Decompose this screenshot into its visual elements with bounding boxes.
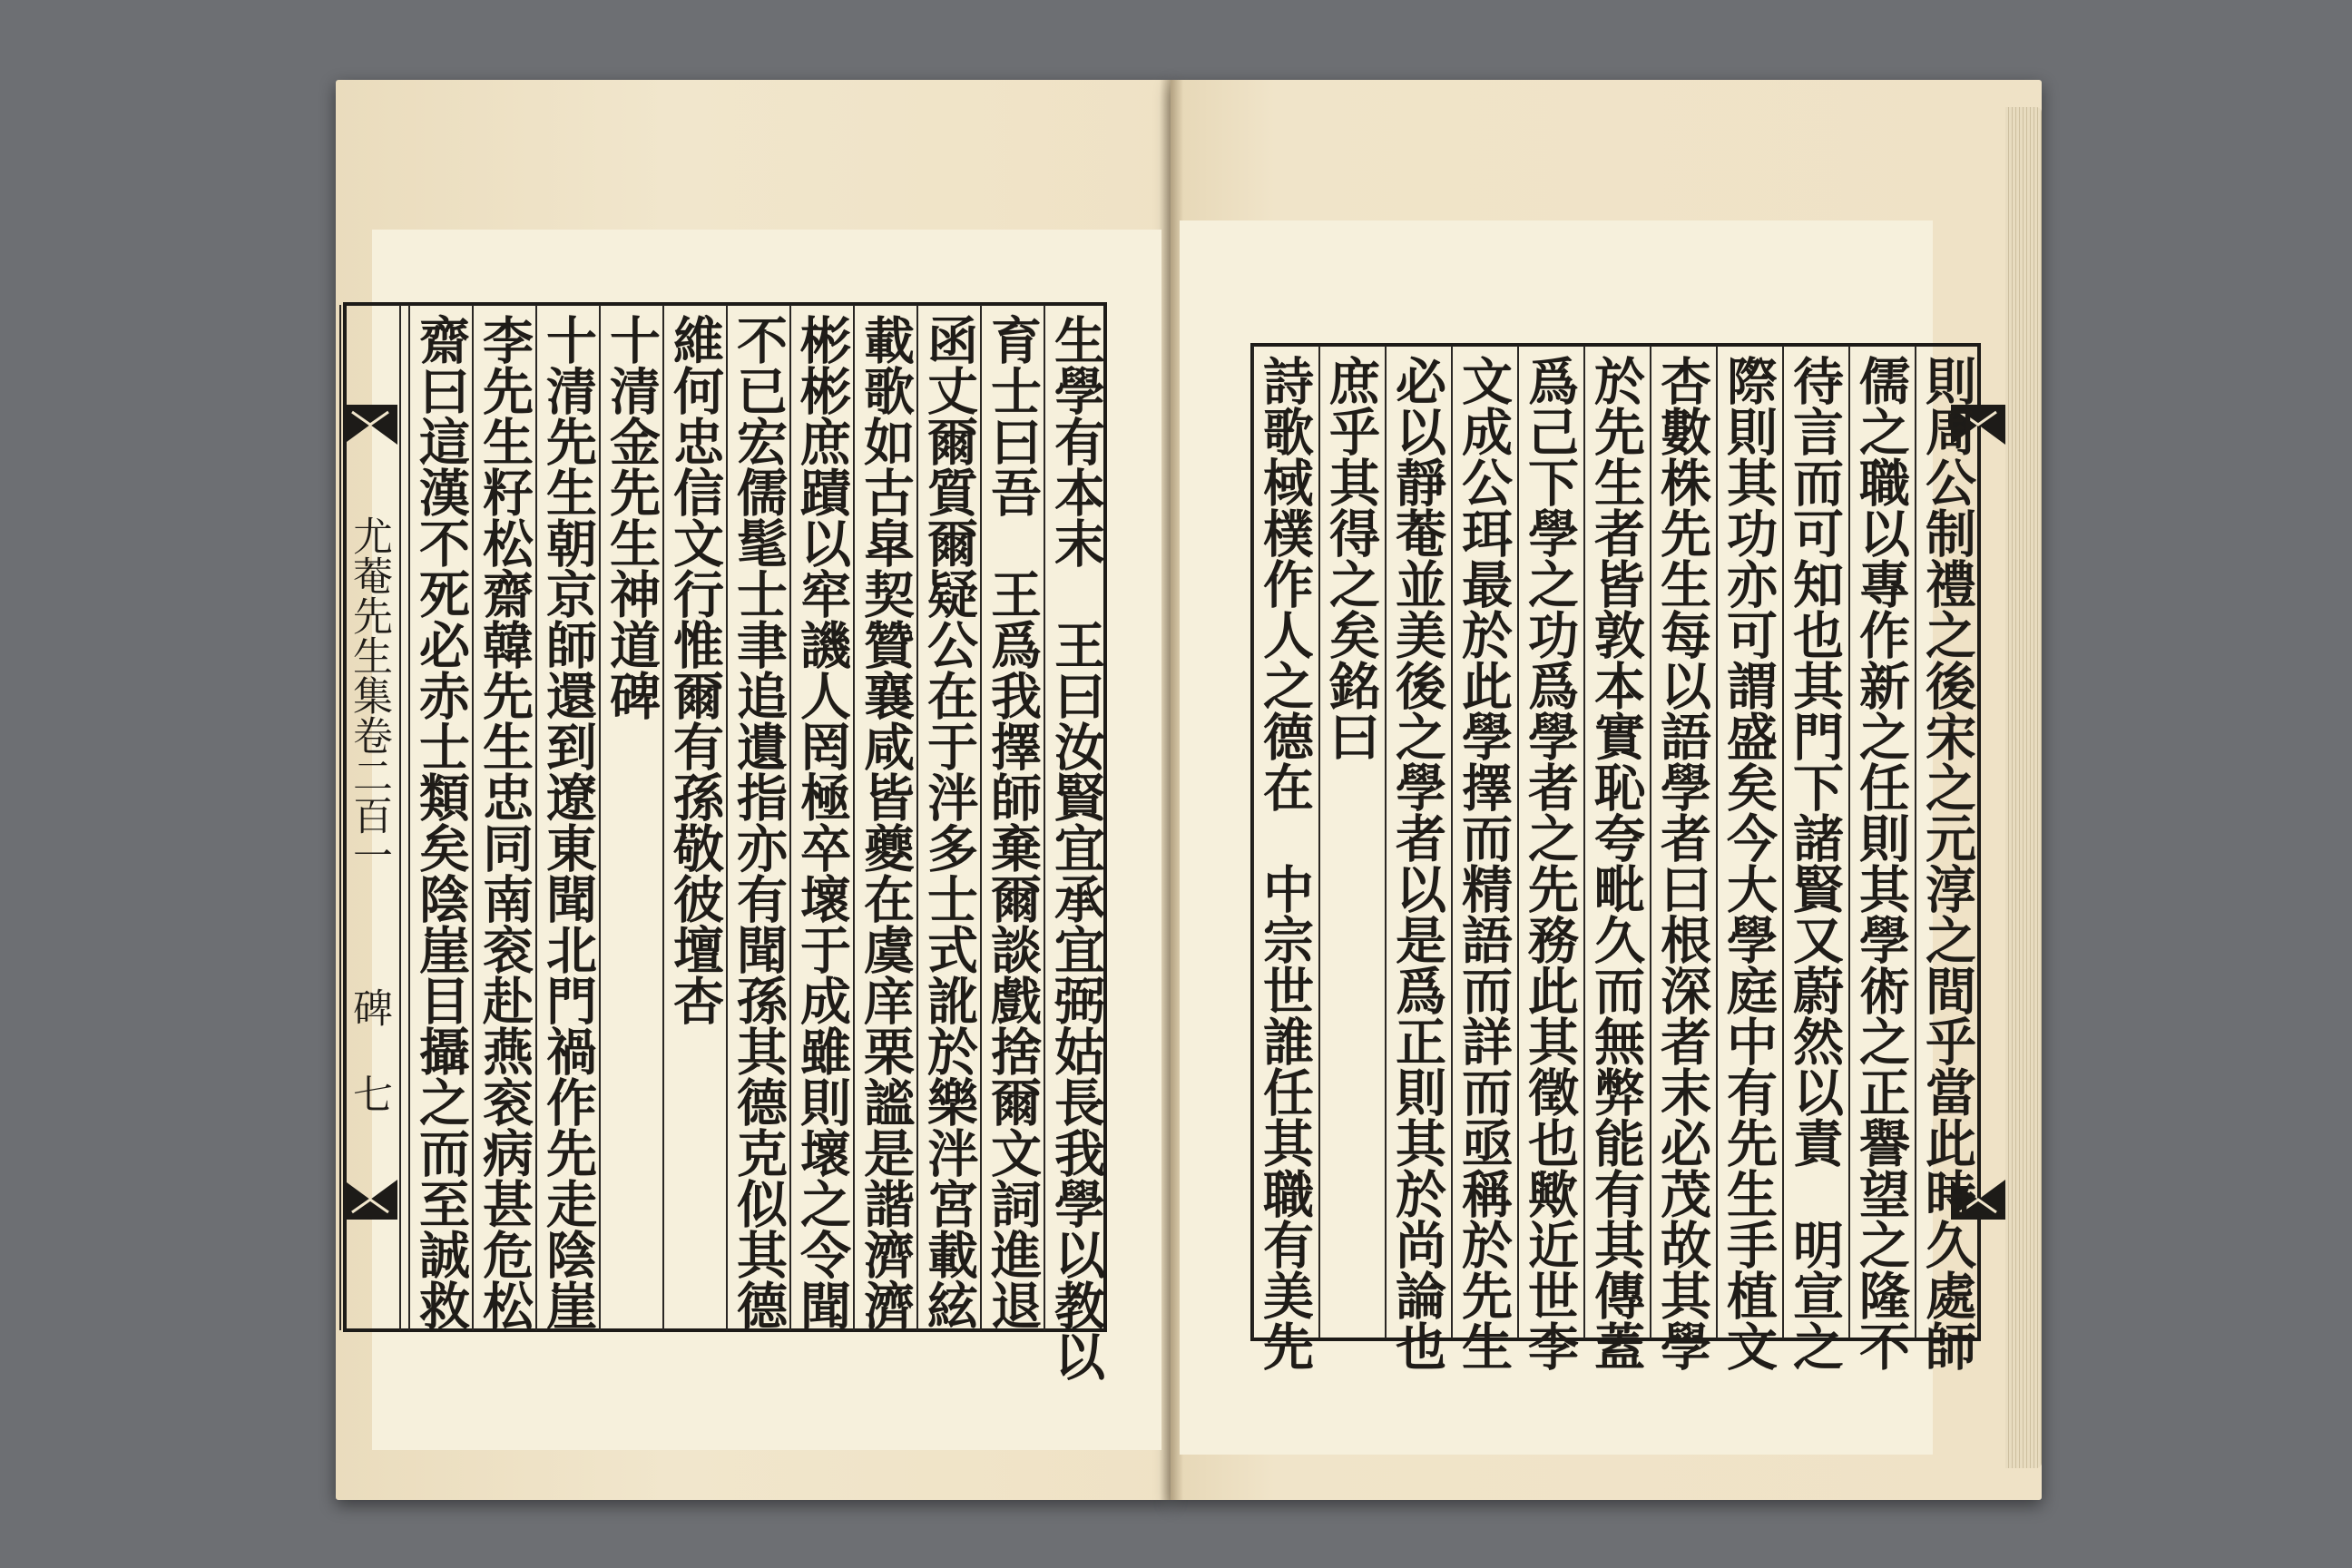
right-text-column: 際則其功亦可謂盛矣今大學庭中有先生手植文 (1719, 355, 1779, 1371)
right-text-column: 詩歌棫樸作人之德在 中宗世誰任其職有美先 (1255, 355, 1315, 1371)
left-center-column-rule-2 (339, 305, 341, 1330)
right-text-column: 爲己下學之功爲學者之先務此其徵也歟近世李 (1520, 355, 1580, 1371)
right-column-rule (1517, 346, 1519, 1338)
left-text-column: 十清先生朝京師還到遼東聞北門禍作先走陰崖 (538, 314, 598, 1330)
right-text-column: 杏數株先生每以語學者曰根深者末必茂故其學 (1652, 355, 1712, 1371)
left-column-rule (789, 305, 791, 1330)
left-column-rule (853, 305, 855, 1330)
right-column-rule (1385, 346, 1387, 1338)
left-text-column: 育士曰吾 王爲我擇師棄爾談戲捨爾文詞進退 (983, 314, 1043, 1330)
right-text-column: 於先生者皆敦本實恥夸毗久而無弊能有其傳蓋 (1586, 355, 1646, 1371)
left-center-column-rule (399, 305, 401, 1330)
right-column-rule (1318, 346, 1320, 1338)
left-text-column: 維何忠信文行惟爾有孫敬彼壇杏 (665, 314, 725, 1025)
right-column-rule (1782, 346, 1784, 1338)
left-text-column: 函丈爾質爾疑公在于泮多士式訛於樂泮宮載絃 (919, 314, 979, 1330)
open-book (336, 80, 2042, 1500)
left-text-column: 十清金先生神道碑 (602, 314, 662, 720)
right-column-rule (1252, 346, 1254, 1338)
left-text-column: 齋曰這漢不死必赤士類矣陰崖目攝之而至誠救 (411, 314, 471, 1330)
right-text-column: 必以靜菴並美後之學者以是爲正則其於尚論也 (1387, 355, 1447, 1371)
right-column-rule (1451, 346, 1453, 1338)
left-text-column: 生學有本末 王曰汝賢宜承宜弼姑長我學以教以 (1046, 314, 1106, 1381)
left-column-rule (662, 305, 664, 1330)
left-column-rule (1044, 305, 1045, 1330)
left-column-rule (980, 305, 982, 1330)
right-text-column: 儒之職以專作新之任則其學術之正譽望之隆不 (1851, 355, 1911, 1371)
right-text-column: 待言而可知也其門下諸賢又蔚然以責 明宣之 (1785, 355, 1845, 1371)
right-column-rule (1716, 346, 1718, 1338)
right-text-column: 則周公制禮之後宋之元淳之間乎當此時久處師 (1917, 355, 1977, 1371)
right-column-rule (1848, 346, 1850, 1338)
folio-number: 七 (346, 1073, 392, 1113)
left-text-column: 李先生籽松齋韓先生忠同南衮赴燕衮病甚危松 (475, 314, 534, 1330)
right-text-column: 文成公珥最於此學擇而精語而詳而亟稱於先生 (1454, 355, 1514, 1371)
page-edges (2005, 107, 2042, 1468)
left-column-rule (408, 305, 410, 1330)
left-column-rule (726, 305, 728, 1330)
lower-fishtail-icon (343, 1180, 397, 1220)
upper-fishtail-icon (343, 405, 397, 445)
right-column-rule (1915, 346, 1916, 1338)
right-column-rule (1650, 346, 1651, 1338)
running-title: 尤菴先生集卷二百一 (346, 515, 392, 875)
right-column-rule (1583, 346, 1585, 1338)
left-text-column: 載歌如古皐契贊襄咸皆夔在虞庠栗謐是諧濟濟 (856, 314, 916, 1330)
left-text-column: 彬彬庶蹟以窂譏人罔極卒壞于成雖則壞之令聞 (792, 314, 852, 1330)
right-text-column: 庶乎其得之矣銘曰 (1321, 355, 1381, 761)
left-column-rule (535, 305, 537, 1330)
left-column-rule (472, 305, 474, 1330)
left-column-rule (599, 305, 601, 1330)
left-text-column: 不已宏儒髦士聿追遺指亦有聞孫其德克似其德 (729, 314, 789, 1330)
section-label: 碑 (346, 987, 392, 1027)
left-column-rule (916, 305, 918, 1330)
